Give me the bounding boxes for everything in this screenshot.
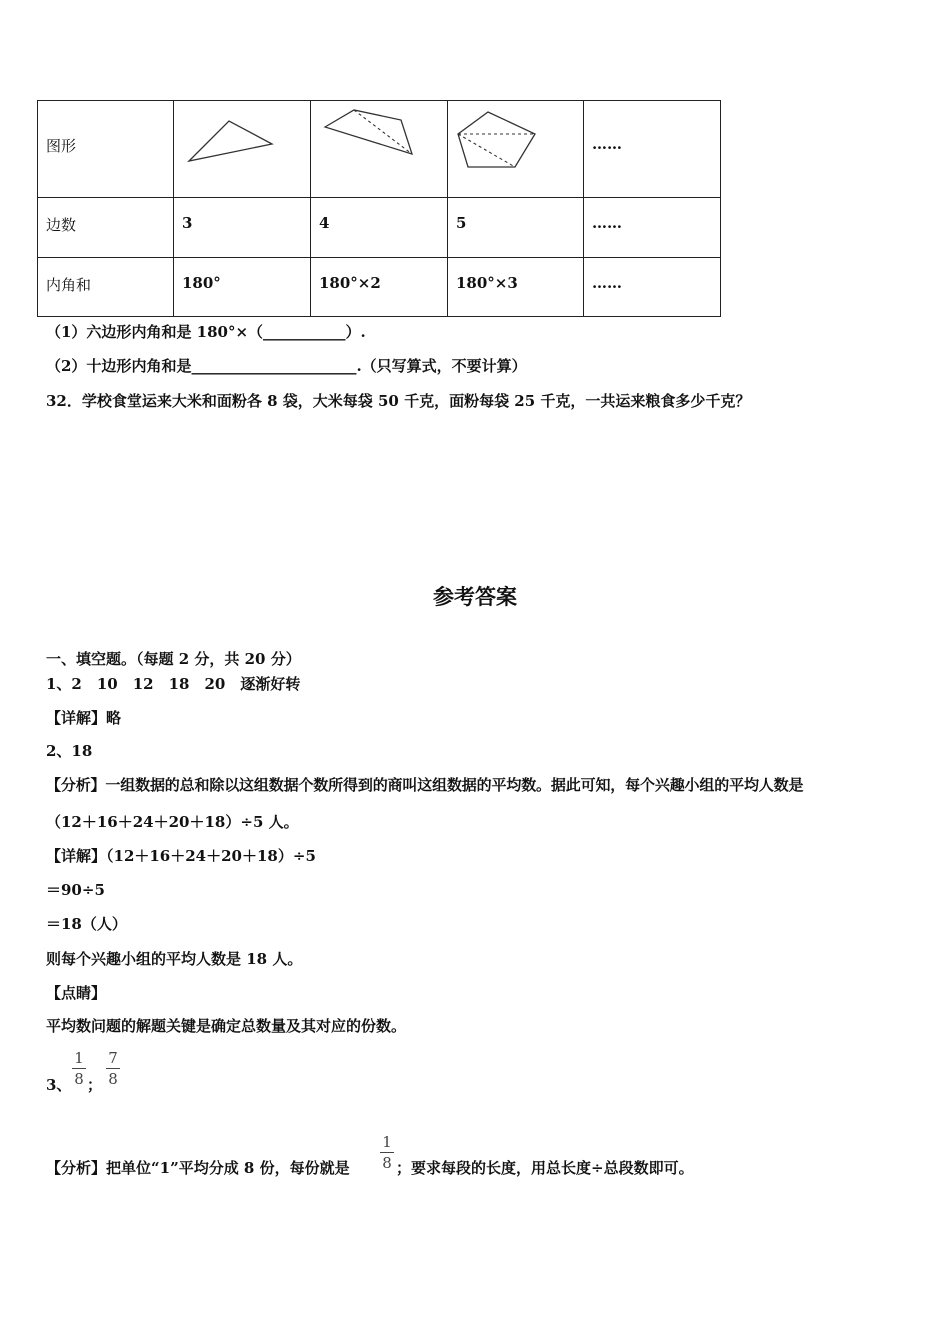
header-angle-sum: 内角和 [46, 276, 92, 294]
answer-3-prefix: 3、 [46, 1076, 72, 1094]
answer-2-step2: ＝18（人） [46, 915, 127, 933]
section1-heading: 一、填空题。（每题 2 分，共 20 分） [46, 650, 301, 668]
answer-2-step1: ＝90÷5 [46, 881, 105, 899]
answer-2-tip: 平均数问题的解题关键是确定总数量及其对应的份数。 [46, 1017, 407, 1035]
q32-text: 32．学校食堂运来大米和面粉各 8 袋，大米每袋 50 千克，面粉每袋 25 千克，一共运来粮食多少千克？ [46, 392, 751, 410]
header-shape: 图形 [46, 137, 77, 155]
answer-2-analysis: 【分析】一组数据的总和除以这组数据个数所得到的商叫这组数据的平均数。据此可知，每个兴趣小组的平均人数是 [46, 776, 804, 794]
sides-5: 5 [456, 214, 467, 232]
q31-part1: （1）六边形内角和是 180°×（___________）. [46, 323, 366, 341]
quadrilateral-figure [311, 101, 446, 196]
shape-ellipsis: …… [592, 135, 622, 153]
answer-title: 参考答案 [433, 584, 517, 609]
sides-4: 4 [319, 214, 330, 232]
answer-3-analysis-pre: 【分析】把单位“1”平均分成 8 份，每份就是 [46, 1159, 350, 1177]
answer-3-analysis-fraction: 1 8 [380, 1133, 394, 1172]
angle-sum-ellipsis: …… [592, 274, 622, 292]
answer-2-analysis-cont: （12＋16＋24＋20＋18）÷5 人。 [46, 813, 299, 831]
answer-2: 2、18 [46, 742, 93, 760]
pentagon-figure [448, 101, 583, 196]
answer-1: 1、2 10 12 18 20 逐渐好转 [46, 675, 301, 693]
answer-3-fraction-2: 7 8 [106, 1049, 120, 1088]
triangle-figure [174, 101, 309, 196]
polygon-table [37, 100, 721, 317]
answer-3-separator: ； [87, 1076, 103, 1094]
angle-sum-5: 180°×3 [456, 274, 518, 292]
answer-2-detail: 【详解】（12＋16＋24＋20＋18）÷5 [46, 847, 316, 865]
q31-part2: （2）十边形内角和是______________________.（只写算式，不要计算） [46, 357, 527, 375]
answer-3-analysis-post: ；要求每段的长度，用总长度÷总段数即可。 [396, 1159, 694, 1177]
answer-2-conclusion: 则每个兴趣小组的平均人数是 18 人。 [46, 950, 303, 968]
header-sides: 边数 [46, 216, 77, 234]
sides-ellipsis: …… [592, 214, 622, 232]
angle-sum-4: 180°×2 [319, 274, 381, 292]
sides-3: 3 [182, 214, 193, 232]
answer-1-detail: 【详解】略 [46, 709, 122, 727]
answer-3-fraction-1: 1 8 [72, 1049, 86, 1088]
answer-2-tip-label: 【点睛】 [46, 984, 107, 1002]
angle-sum-3: 180° [182, 274, 221, 292]
